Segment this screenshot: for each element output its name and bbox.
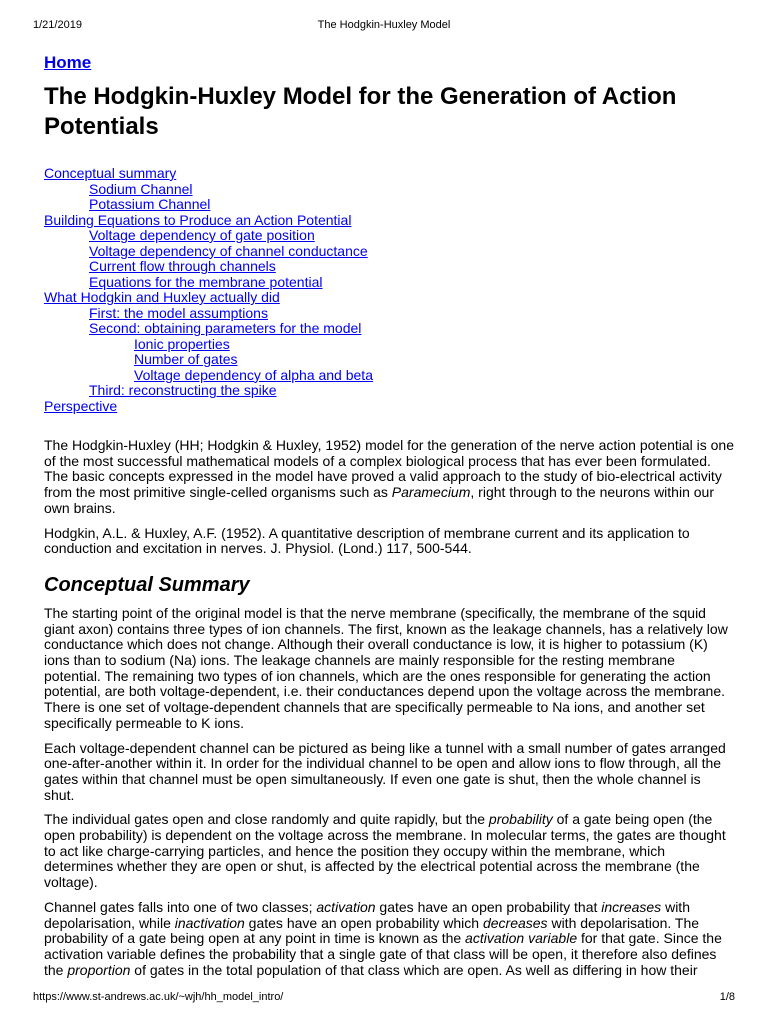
- toc-link-equations-membrane[interactable]: Equations for the membrane potential: [89, 273, 323, 290]
- toc-link-potassium-channel[interactable]: Potassium Channel: [89, 196, 211, 212]
- body-paragraph-4: Channel gates falls into one of two classes; activation gates have an open probability that increases with depolarisation, while inactivation gates have an open probability which decreases with depolarisation. The probability of a gate being open at any point in time is known as the activation variable for that gate. Since the activation variable defines the probability that a single gate of that class will be open, it therefore also defines the proportion of gates in the total population of that class which are open. As well as differing in how their: [44, 898, 722, 978]
- toc-link-voltage-channel-conductance[interactable]: Voltage dependency of channel conductance: [89, 242, 368, 259]
- print-page-title: The Hodgkin-Huxley Model: [317, 19, 451, 31]
- toc-link-ionic-properties[interactable]: Ionic properties: [134, 335, 230, 352]
- body-paragraph-1: The starting point of the original model is that the nerve membrane (specifically, the membrane of the squid giant axon) contains three types of ion channels. The first, known as the leakage channels, has a relatively low conductance which does not change. Although their overall conductance is low, it is higher to potassium (K) ions than to sodium (Na) ions. The leakage channels are mainly responsible for the resting membrane potential. The remaining two types of ion channels, which are the ones responsible for generating the action potential, are both voltage-dependent, i.e. their conductances depend upon the voltage across the membrane. There is one set of voltage-dependent channels that are specifically permeable to Na ions, and another set specifically permeable to K ions.: [44, 604, 728, 731]
- toc-link-voltage-gate-position[interactable]: Voltage dependency of gate position: [89, 227, 315, 243]
- toc-link-first-assumptions[interactable]: First: the model assumptions: [89, 304, 268, 321]
- body-paragraph-2: Each voltage-dependent channel can be pictured as being like a tunnel with a small number of gates arranged one-after-another within it. In order for the individual channel to be open and allow ions to flow through, all the gates within that channel must be open simultaneously. If even one gate is shut, then the whole channel is shut.: [44, 739, 726, 803]
- print-header: [33, 18, 735, 32]
- toc-link-third-reconstructing[interactable]: Third: reconstructing the spike: [89, 382, 277, 398]
- table-of-contents: [44, 166, 734, 414]
- toc-link-current-flow[interactable]: Current flow through channels: [89, 258, 276, 274]
- toc-link-number-of-gates[interactable]: Number of gates: [134, 351, 238, 367]
- main-content: [44, 52, 734, 978]
- body-paragraph-3: The individual gates open and close randomly and quite rapidly, but the probability of a gate being open (the open probability) is dependent on the voltage across the membrane. In molecular terms, the gates are thought to act like charge-carrying particles, and hence the position they occupy within the membrane, which determines whether they are open or shut, is affected by the electrical potential across the membrane (the voltage).: [44, 811, 726, 891]
- toc-link-sodium-channel[interactable]: Sodium Channel: [89, 180, 193, 197]
- page-number: 1/8: [719, 991, 735, 1003]
- toc-link-what-hh-did[interactable]: What Hodgkin and Huxley actually did: [44, 289, 280, 305]
- toc-link-alpha-beta[interactable]: Voltage dependency of alpha and beta: [134, 366, 373, 383]
- print-footer: [33, 990, 735, 1004]
- reference-paragraph: Hodgkin, A.L. & Huxley, A.F. (1952). A quantitative description of membrane current and its application to conduction and excitation in nerves. J. Physiol. (Lond.) 117, 500-544.: [44, 524, 690, 557]
- intro-paragraph: The Hodgkin-Huxley (HH; Hodgkin & Huxley, 1952) model for the generation of the nerve action potential is one of the most successful mathematical models of a complex biological process that has ever been formulated. The basic concepts expressed in the model have proved a valid approach to the study of bio-electrical activity from the most primitive single-celled organisms such as Paramecium, right through to the neurons within our own brains.: [44, 437, 735, 516]
- toc-link-conceptual-summary[interactable]: Conceptual summary: [44, 165, 177, 181]
- toc-link-second-parameters[interactable]: Second: obtaining parameters for the model: [89, 320, 362, 336]
- print-date: 1/21/2019: [33, 19, 82, 31]
- toc-link-building-equations[interactable]: Building Equations to Produce an Action Potential: [44, 211, 352, 228]
- section-heading-conceptual-summary: Conceptual Summary: [44, 573, 250, 596]
- page-title: The Hodgkin-Huxley Model for the Generation of Action Potentials: [44, 83, 677, 140]
- home-link[interactable]: Home: [44, 53, 92, 72]
- print-url: https://www.st-andrews.ac.uk/~wjh/hh_model_intro/: [33, 991, 284, 1003]
- toc-link-perspective[interactable]: Perspective: [44, 397, 118, 414]
